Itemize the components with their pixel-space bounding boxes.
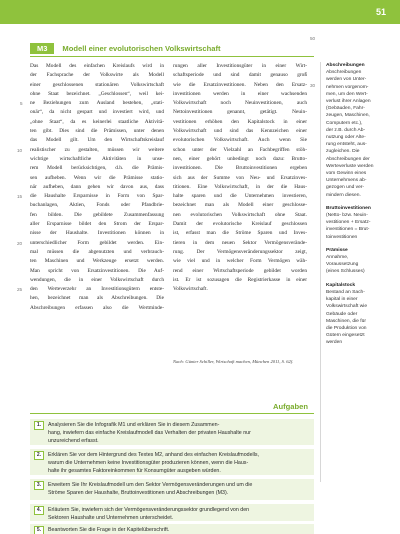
section-title: Modell einer evolutorischen Volkswirtschaft	[62, 43, 221, 53]
text-line: när aufheben, dann gehen wir davon aus, dass	[30, 183, 164, 190]
task-number: 4.	[34, 506, 44, 515]
task-number: 1.	[34, 421, 44, 430]
task-text: Erläutern Sie, inwiefern sich der Vermögensveränderungssektor grundlegend von den Sektoren Haushalte und Unternehmen unterscheidet.	[48, 507, 250, 521]
text-line: nen evolutorischen Volkswirtschaft ohne Staat.	[173, 211, 307, 218]
text-column-left	[30, 62, 164, 313]
task-text: Beantworten Sie die Frage in der Kapitelüberschrift.	[48, 527, 170, 533]
heading-divider	[30, 56, 314, 57]
task-item	[30, 419, 314, 445]
task-text: Erklären Sie vor dem Hintergrund des Textes M2, anhand des einfachen Kreislaufmodells, warum die Unternehmen keine Investitionsgüter produzieren können, wenn die Haus- halte ihr gesamtes Faktoreinkommen für Konsumgüter ausgeben würden.	[48, 452, 260, 474]
task-text: Erweitern Sie Ihr Kreislaufmodell um den Sektor Vermögensveränderungen und um die Ströme Sparen der Haushalte, Bruttoinvestitionen und Abschreibungen (M3).	[48, 482, 253, 496]
text-line: ne Beziehungen zum Ausland bestehen, „stati-	[30, 100, 164, 107]
text-line: wie die Ersatzinvestitionen. Neben den Ersatz-	[173, 81, 307, 88]
text-line: rend einer Wirtschaftsperiode gebildet worden	[173, 267, 307, 274]
source-note: Nach: Günter Schiller, Wirtschaft machen, München 2011, S. 62f.	[173, 359, 294, 364]
glossary-term: Abschreibungen	[326, 63, 365, 68]
text-column-right	[173, 62, 307, 294]
text-line: buchanlagen, Aktien, Fonds oder Pfandbrie-	[30, 202, 164, 209]
text-line: wichtige wirtschaftliche Aktivitäten in unse-	[30, 155, 164, 162]
task-item	[30, 479, 314, 500]
text-line: den Werteverzehr an Investitionsgütern entste-	[30, 286, 164, 293]
task-text: Analysieren Sie die Infografik M1 und erklären Sie in diesem Zusammen- hang, inwiefern das einfache Kreislaufmodell das Verhalten der privaten Haushalte nur unzureichend erfasst.	[48, 422, 251, 444]
text-line: „ohne Staat“, da es keinerlei staatliche Aktivitä-	[30, 118, 164, 125]
task-item	[30, 504, 314, 521]
text-line: Nettoinvestitionen genannt, getätigt. Neuin-	[173, 109, 307, 116]
material-badge: M3	[30, 43, 54, 54]
line-number: 30	[310, 82, 316, 88]
glossary-definition: Annahme, Voraussetzung (eines Schlusses)	[326, 255, 365, 275]
text-line: einer geschlossenen stationären Volkswirtschaft	[30, 81, 164, 88]
glossary-term: Kapitalstock	[326, 282, 356, 288]
text-line: bezeichnet man als Modell einer geschlosse-	[173, 202, 307, 209]
text-line: ist, erfasst man die Ströme Sparen und Inves-	[173, 230, 307, 237]
text-line: vestitionen erhöhen den Kapitalstock in einer	[173, 118, 307, 125]
text-line: ten Maschinen und Werkzeuge ersetzt werden.	[30, 258, 164, 265]
text-line: investitionen werden in einer wachsenden	[173, 90, 307, 97]
text-line: wendungen, die in einer Volkswirtschaft durch	[30, 276, 164, 283]
text-line: nisse der Haushalte. Investitionen können in	[30, 230, 164, 237]
text-line: unterschiedlicher Form gebildet werden. Ein-	[30, 239, 164, 246]
line-number: 5	[20, 101, 23, 107]
task-number: 5.	[34, 526, 44, 534]
text-line: aller Ersparnisse bildet den Strom der Erspar-	[30, 221, 164, 228]
page-header-bar	[0, 0, 400, 24]
margin-divider	[320, 62, 321, 482]
text-line: sich aus der Summe von Neu- und Ersatzinves-	[173, 174, 307, 181]
line-number: 15	[17, 194, 23, 200]
text-line: rungen aller Investitionsgüter in einer Wirt-	[173, 63, 307, 69]
glossary-definition: (Netto- bzw. Neuin- vestitionen + Ersatz- investitionen = Brut- toinvestitionen	[326, 213, 371, 240]
text-line: Das Modell des einfachen Kreislaufs wird in	[30, 63, 164, 69]
text-line: hen, bezeichnet man als Abschreibungen. Die	[30, 295, 164, 302]
line-number: 20	[17, 240, 23, 246]
glossary-definition: Bestand an Sach- kapital in einer Volkswirtschaft wie Gebäude oder Maschinen, die für die Produktion von Gütern eingesetzt werden	[326, 289, 368, 346]
text-line: realistischer zu gestalten, müssen wir weitere	[30, 146, 164, 153]
task-item	[30, 449, 314, 475]
page-number: 51	[375, 7, 386, 17]
text-line: Damit der evolutorische Kreislauf geschlossen	[173, 221, 307, 228]
tasks-title: Aufgaben	[272, 402, 308, 411]
text-line: schaftsperiode und sind damit genauso groß	[173, 72, 307, 79]
text-line: ten gibt. Dies sind die Prämissen, unter denen	[30, 128, 164, 135]
text-line: fen bilden. Die gebildete Zusammenfassung	[30, 211, 164, 218]
text-line: Volkswirtschaft und sind das Kennzeichen einer	[173, 128, 307, 135]
text-line: ist. Er ist sozusagen die Registrierkasse in einer	[173, 276, 307, 283]
text-line: Volkswirtschaft noch Neuinvestitionen, auch	[173, 100, 307, 107]
section-heading	[30, 42, 221, 54]
glossary-term: Prämisse	[326, 247, 348, 253]
text-line: evolutorischen Volkswirtschaft. Auch wenn Sie	[173, 137, 307, 144]
glossary-definition: Abschreibungen werden von Unter- nehmen vorgenom- men, um den Wert- verlust ihrer Anlagen (Gebäuden, Fahr- zeugen, Maschinen, Computern etc.), der z.B. durch Ab- nutzung oder Alte- rung entsteht, aus- zugleichen. Die Abschreibungen der Werteverluste werden vom Gewinn eines Unternehmens ab- gezogen und ver- mindern diesen.	[326, 70, 374, 198]
text-line: die Haushalte Ersparnisse in Form von Spar-	[30, 193, 164, 200]
text-line: das Modell gilt. Um den Wirtschaftskreislauf	[30, 137, 164, 144]
task-item	[30, 524, 314, 534]
text-line: rem Modell berücksichtigen, d.h. die Prämis-	[30, 165, 164, 172]
text-line: mal müssen die abgenutzten und verbrauch-	[30, 248, 164, 255]
text-line: Man spricht von Ersatzinvestitionen. Die Auf-	[30, 267, 164, 274]
text-line: titionen. Eine Volkswirtschaft, in der die Haus-	[173, 183, 307, 190]
glossary-term: Bruttoinvestitionen	[326, 205, 371, 211]
line-number: 25	[17, 287, 23, 293]
text-line: Abschreibungen erfassen also die Wertminde-	[30, 304, 164, 311]
text-line: wie viel und in welcher Form Vermögen wäh-	[173, 258, 307, 265]
text-line: onär“, da nicht gespart und investiert wird, und	[30, 109, 164, 116]
task-number: 2.	[34, 451, 44, 460]
text-line: Volkswirtschaft.	[173, 286, 208, 293]
tasks-divider	[30, 413, 314, 414]
text-line: investitionen. Die Bruttoinvestitionen ergeben	[173, 165, 307, 172]
text-line: schon unter der Vielzahl an Fachbegriffen stöh-	[173, 146, 307, 153]
text-line: nen, einer gehört unbedingt noch dazu: Brutto-	[173, 155, 307, 162]
text-line: der Fachsprache der Volkswirte als Modell	[30, 72, 164, 79]
text-line: rung. Der Vermögensveränderungssektor zeigt,	[173, 248, 307, 255]
text-line: sen aufheben. Wenn wir die Prämisse statio-	[30, 174, 164, 181]
line-number: 10	[17, 147, 23, 153]
text-line: tieren in dem neuen Sektor Vermögensverände-	[173, 239, 307, 246]
text-line: halte sparen und die Unternehmen investieren,	[173, 193, 307, 200]
line-number: 50	[310, 36, 316, 42]
task-number: 3.	[34, 481, 44, 490]
glossary-sidebar	[326, 62, 390, 353]
text-line: ohne Staat bezeichnet. „Geschlossen“, weil kei-	[30, 90, 164, 97]
